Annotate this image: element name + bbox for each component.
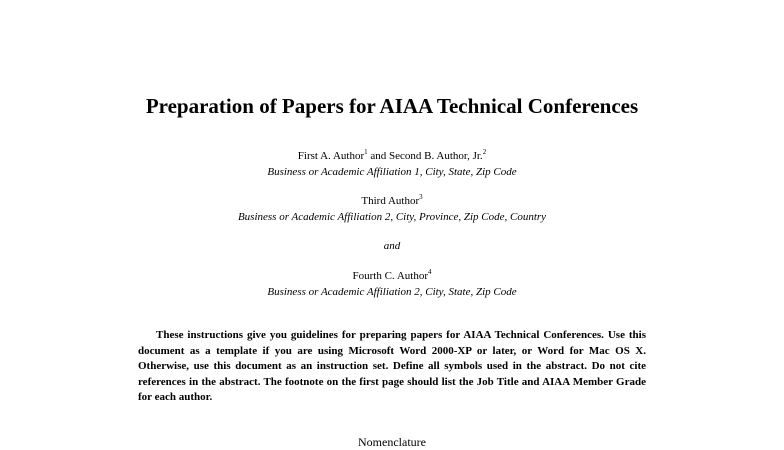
author-names-line — [0, 193, 784, 209]
author-block-1 — [0, 148, 784, 180]
author-name-third: Third Author — [361, 195, 420, 207]
paper-title: Preparation of Papers for AIAA Technical Conferences — [145, 94, 639, 118]
author-affiliation: Business or Academic Affiliation 2, City, Province, Zip Code, Country — [237, 211, 547, 223]
section-heading-nomenclature: Nomenclature — [358, 435, 426, 449]
author-footnote-mark: 1 — [364, 148, 368, 156]
author-names-line — [0, 268, 784, 284]
author-footnote-mark: 4 — [427, 268, 432, 276]
author-names-line — [0, 148, 784, 164]
author-block-3 — [0, 268, 784, 300]
author-name-first: First A. Author — [297, 150, 365, 162]
author-name-fourth: Fourth C. Author — [352, 270, 428, 282]
author-affiliation: Business or Academic Affiliation 1, City, State, Zip Code — [267, 166, 517, 178]
author-footnote-mark: 2 — [482, 148, 487, 156]
author-name-second: and Second B. Author, Jr. — [367, 150, 483, 162]
author-block-2 — [0, 193, 784, 225]
author-affiliation: Business or Academic Affiliation 2, City, State, Zip Code — [267, 286, 517, 298]
author-footnote-mark: 3 — [419, 193, 423, 201]
author-conjunction: and — [383, 240, 401, 252]
abstract-paragraph: These instructions give you guidelines for preparing papers for AIAA Technical Conferences. Use this document as a template if you are using Microsoft Word 2000-XP or later, or Word for Mac OS X. Otherwise, use this document as an instruction set. Define all symbols used in the abstract. Do not cite references in the abstract. The footnote on the first page should list the Job Title and AIAA Member Grade for each author. — [138, 329, 646, 403]
